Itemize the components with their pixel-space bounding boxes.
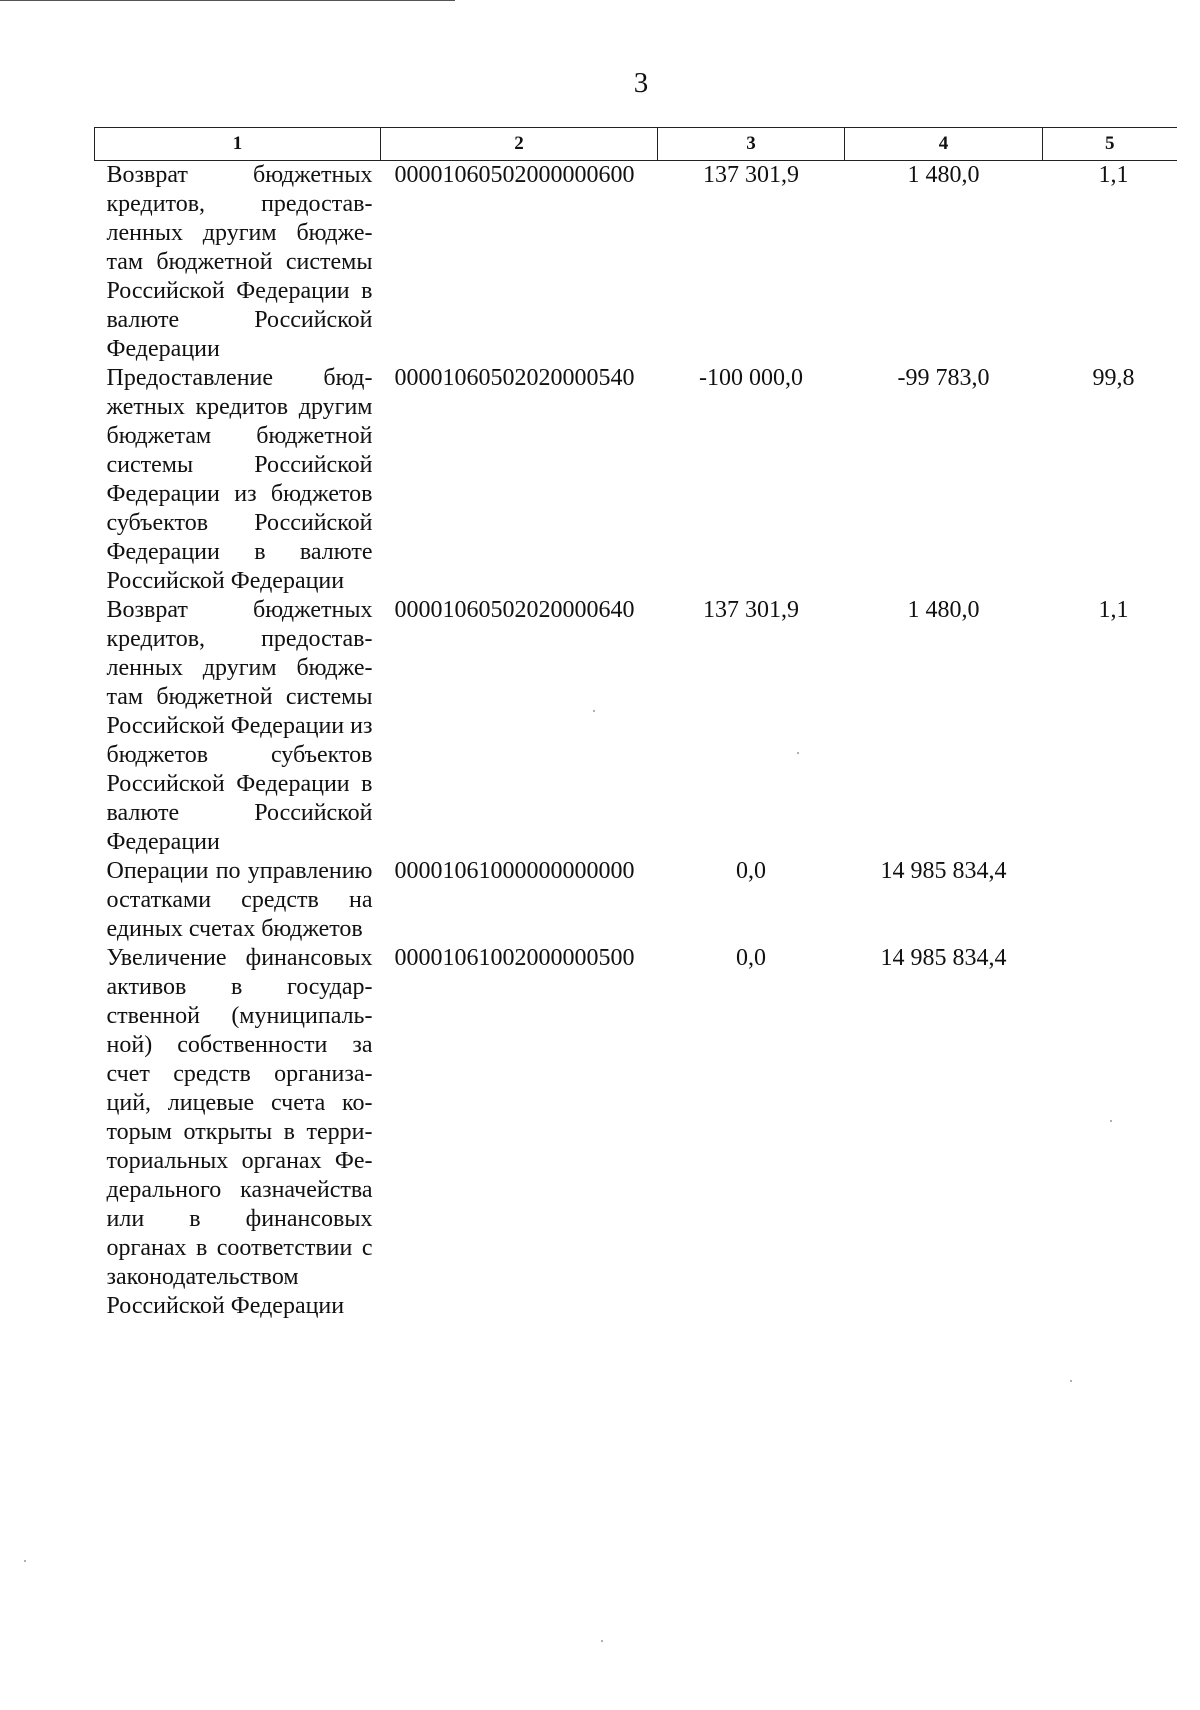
header-row [95,128,1177,161]
scan-edge-line [0,0,455,1]
row-code: 00001061002000000500 [394,945,635,971]
row-col4-value: 14 985 834,4 [880,945,1007,971]
row-col3-value: 137 301,9 [703,162,799,188]
row-code: 00001060502020000640 [394,597,635,623]
row-name: Предоставление бюджетных кредитов другим бюджетам бюджетной системы Российской Федерации из бюджетов субъектов Российской Федерации в валюте Российской Федерации [106,365,373,594]
row-col5-value: 1,1 [1098,597,1129,623]
row-col4-value: 1 480,0 [907,597,980,623]
row-col3-value: 0,0 [736,945,766,971]
row-name: Операции по управлению остатками средств на единых счетах бюджетов [106,858,373,942]
table-row [95,364,1177,596]
scan-speck [593,710,595,712]
scan-speck [601,1640,603,1642]
row-code: 00001060502000000600 [394,162,635,188]
row-col3-value: 137 301,9 [703,597,799,623]
row-col5-value [1043,944,1177,1321]
row-code: 00001060502020000540 [394,365,635,391]
row-col4-value: -99 783,0 [897,365,990,391]
row-name: Увеличение финансовых активов в государственной (муниципальной) собственности за счет средств организаций, лицевые счета которым открыты в территориальных органах Федерального казначейства или в финансовых органах в соответствии с законодательством Российской Федерации [106,945,373,1319]
row-col5-value: 1,1 [1098,162,1129,188]
scan-speck [1070,1380,1072,1382]
table-header [95,128,1177,161]
header-col-1: 1 [95,128,381,161]
row-col4-value: 14 985 834,4 [880,858,1007,884]
header-col-5: 5 [1043,128,1177,161]
row-name: Возврат бюджетных кредитов, предоставленных другим бюджетам бюджетной системы Российской Федерации в валюте Российской Федерации [106,162,373,362]
header-col-3: 3 [658,128,845,161]
report-table [94,127,1177,1321]
row-name: Возврат бюджетных кредитов, предоставленных другим бюджетам бюджетной системы Российской Федерации из бюджетов субъектов Российской Федерации в валюте Российской Федерации [106,597,373,855]
table-row [95,596,1177,857]
row-col3-value: -100 000,0 [699,365,803,391]
page-number: 3 [633,67,649,99]
row-col4-value: 1 480,0 [907,162,980,188]
header-col-2: 2 [381,128,658,161]
row-col5-value: 99,8 [1092,365,1135,391]
row-code: 00001061000000000000 [394,858,635,884]
table-row [95,161,1177,365]
table-row [95,857,1177,944]
scan-speck [24,1560,26,1562]
scan-speck [797,752,799,754]
row-col5-value [1043,857,1177,944]
table-row [95,944,1177,1321]
table-body [95,161,1177,1322]
header-col-4: 4 [845,128,1043,161]
scan-speck [1110,1120,1112,1122]
row-col3-value: 0,0 [736,858,766,884]
